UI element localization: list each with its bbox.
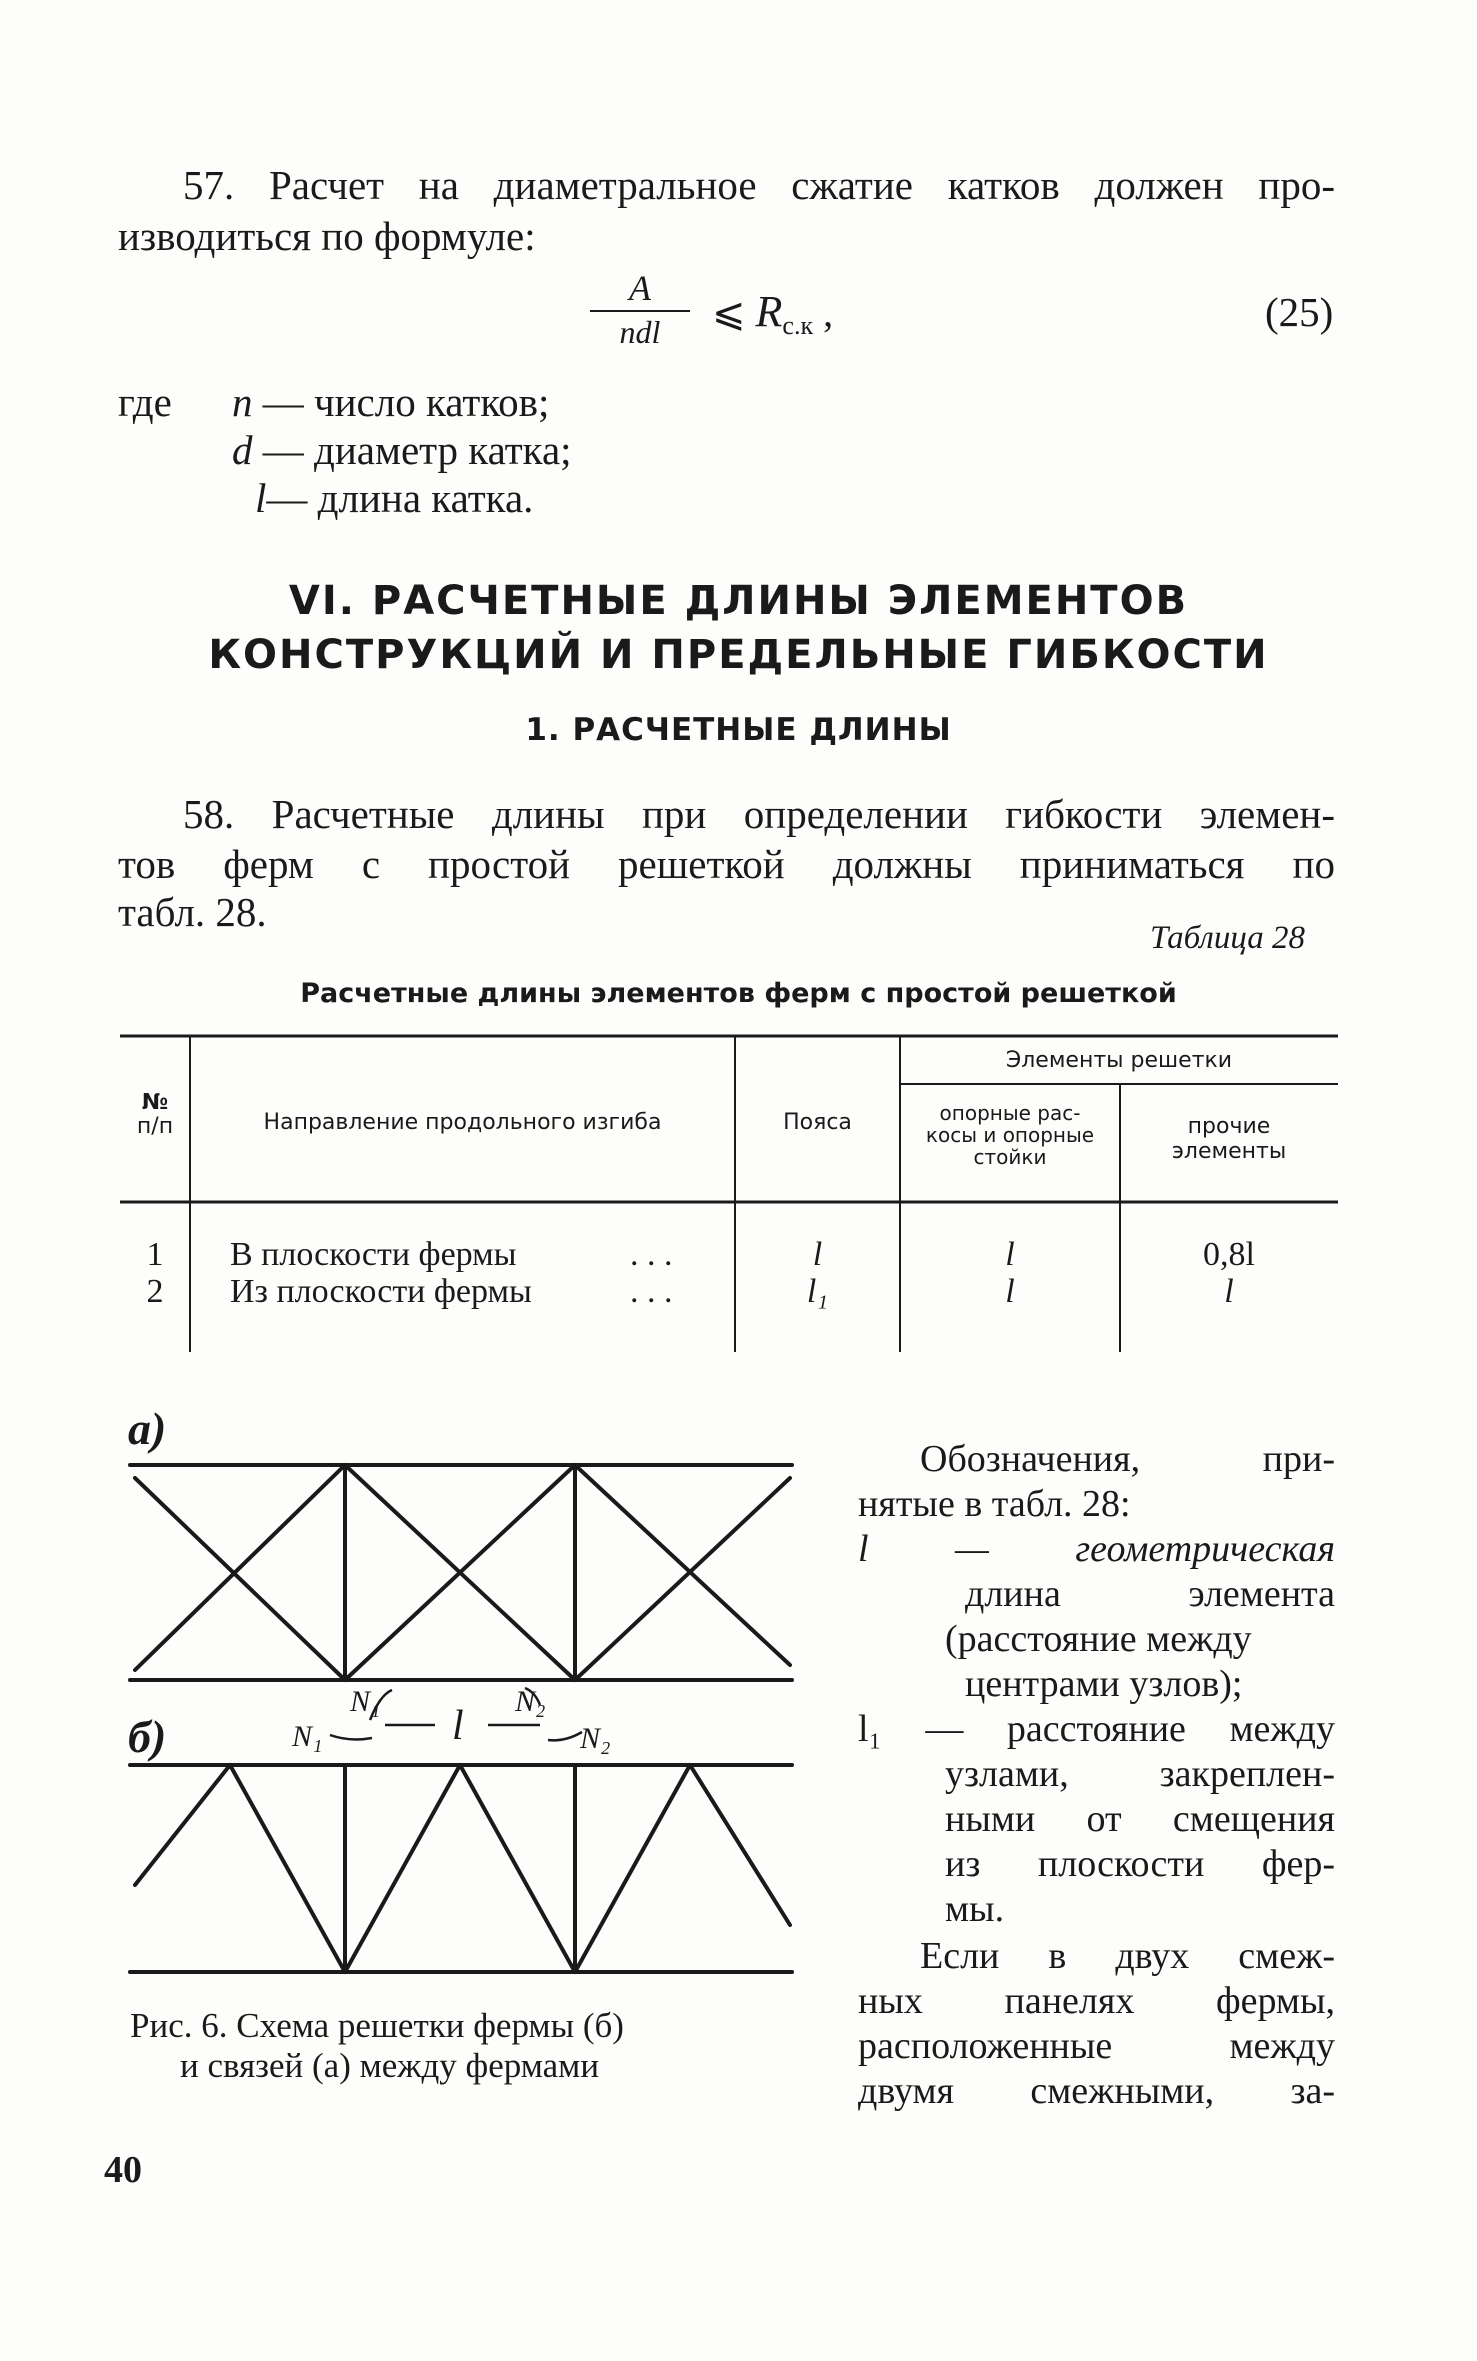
row-direction: Из плоскости фермы — [230, 1273, 532, 1310]
row-chords: l — [812, 1236, 823, 1273]
notes-line: Если в двух смеж- — [920, 1935, 1335, 1977]
figure-label-a: а) — [128, 1403, 167, 1454]
notes-line: ных панелях фермы, — [858, 1980, 1335, 2022]
formula-comma: , — [823, 290, 834, 335]
row-support: l — [1005, 1236, 1015, 1273]
header-direction: Направление продольного изгиба — [263, 1110, 662, 1135]
row-direction: В плоскости фермы — [230, 1236, 517, 1273]
row-num: 2 — [146, 1273, 164, 1310]
header-num-2: п/п — [136, 1114, 174, 1139]
notes-line: ными от смещения — [945, 1798, 1335, 1840]
def-l: l— длина катка. — [255, 475, 534, 521]
header-other: прочие элементы — [1171, 1114, 1287, 1164]
header-chords: Пояса — [783, 1110, 852, 1135]
length-label-l: l — [452, 1703, 464, 1749]
def-n: n — число катков; — [232, 379, 550, 425]
def-d: d — диаметр катка; — [232, 427, 572, 473]
formula-numerator: A — [629, 268, 651, 308]
row-chords: l₁ — [806, 1273, 829, 1310]
table-title: Расчетные длины элементов ферм с простой решеткой — [300, 978, 1177, 1009]
row-other: 0,8l — [1203, 1236, 1255, 1273]
section-title-line1: VI. РАСЧЕТНЫЕ ДЛИНЫ ЭЛЕМЕНТОВ — [288, 578, 1189, 624]
notes-line: узлами, закреплен- — [945, 1753, 1335, 1795]
notes-line: l₁ — расстояние между — [858, 1708, 1335, 1750]
row-num: 1 — [146, 1236, 164, 1273]
header-lattice: Элементы решетки — [1005, 1048, 1233, 1073]
row-other: l — [1224, 1273, 1234, 1310]
table-label: Таблица 28 — [1150, 920, 1305, 956]
p58-line3: табл. 28. — [118, 889, 267, 935]
force-n1-bottom: N₁ — [292, 1720, 323, 1753]
force-n2-bottom: N₂ — [580, 1722, 611, 1755]
where-word: где — [118, 379, 172, 425]
row-dots: . . . — [630, 1236, 673, 1273]
formula-relation: ⩽ — [712, 290, 746, 335]
formula-R: R — [755, 287, 783, 336]
header-num-1: № — [141, 1090, 169, 1115]
notes-line: нятые в табл. 28: — [858, 1483, 1131, 1525]
formula-denominator: ndl — [619, 314, 661, 350]
figure-caption-line1: Рис. 6. Схема решетки фермы (б) — [130, 2006, 624, 2045]
notes-line: из плоскости фер- — [945, 1843, 1335, 1885]
notes-line: l — геометрическая — [858, 1528, 1335, 1570]
p58-line2: тов ферм с простой решеткой должны приниматься по — [118, 841, 1335, 887]
notes-line: расположенные между — [858, 2025, 1335, 2067]
figure-label-b: б) — [128, 1711, 167, 1762]
notes-line: Обозначения, при- — [920, 1438, 1335, 1480]
page-number: 40 — [104, 2149, 142, 2191]
p57-line1: 57. Расчет на диаметральное сжатие катков должен про- — [183, 162, 1335, 208]
header-support: опорные рас- косы и опорные стойки — [925, 1101, 1095, 1169]
p57-line2: изводиться по формуле: — [118, 213, 536, 259]
section-title-line2: КОНСТРУКЦИЙ И ПРЕДЕЛЬНЫЕ ГИБКОСТИ — [208, 632, 1269, 678]
notes-line: (расстояние между — [945, 1618, 1252, 1660]
force-n1-top: N₁ — [350, 1685, 381, 1718]
notes-line: мы. — [945, 1888, 1005, 1930]
notes-line: двумя смежными, за- — [858, 2070, 1335, 2112]
figure-caption-line2: и связей (а) между фермами — [180, 2046, 600, 2085]
row-dots: . . . — [630, 1273, 673, 1310]
section-subtitle: 1. РАСЧЕТНЫЕ ДЛИНЫ — [525, 712, 952, 748]
formula-subscript: с.к — [782, 311, 814, 340]
equation-number: (25) — [1265, 289, 1334, 335]
notes-line: длина элемента — [965, 1573, 1335, 1615]
p58-line1: 58. Расчетные длины при определении гибкости элемен- — [183, 791, 1335, 837]
notes-line: центрами узлов); — [965, 1663, 1243, 1705]
row-support: l — [1005, 1273, 1015, 1310]
force-n2-top: N₂ — [515, 1685, 546, 1718]
